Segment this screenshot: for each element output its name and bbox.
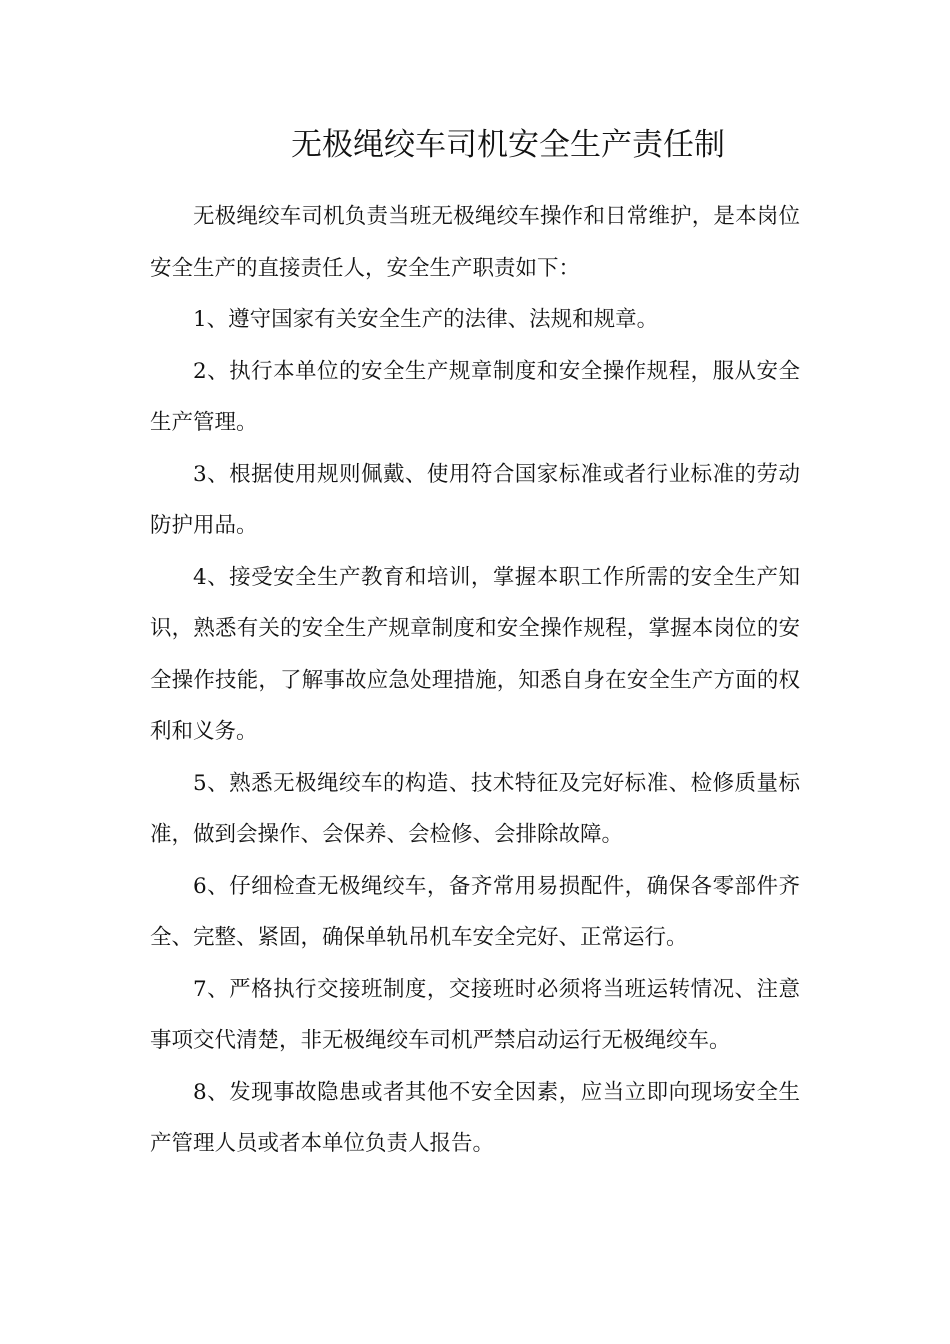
duty-item-5: 5、熟悉无极绳绞车的构造、技术特征及完好标准、检修质量标准，做到会操作、会保养、会检修、会排除故障。: [150, 770, 800, 847]
duty-item-2: 2、执行本单位的安全生产规章制度和安全操作规程，服从安全生产管理。: [150, 358, 800, 435]
duty-item-8: 8、发现事故隐患或者其他不安全因素，应当立即向现场安全生产管理人员或者本单位负责人报告。: [150, 1079, 800, 1156]
document-title: 无极绳绞车司机安全生产责任制: [291, 127, 725, 163]
duty-item-1: 1、遵守国家有关安全生产的法律、法规和规章。: [193, 307, 659, 332]
duty-item-7: 7、严格执行交接班制度，交接班时必须将当班运转情况、注意事项交代清楚，非无极绳绞车司机严禁启动运行无极绳绞车。: [150, 976, 800, 1053]
duty-item-6: 6、仔细检查无极绳绞车，备齐常用易损配件，确保各零部件齐全、完整、紧固，确保单轨吊机车安全完好、正常运行。: [150, 873, 800, 950]
duty-item-4: 4、接受安全生产教育和培训，掌握本职工作所需的安全生产知识，熟悉有关的安全生产规章制度和安全操作规程，掌握本岗位的安全操作技能，了解事故应急处理措施，知悉自身在安全生产方面的权利和义务。: [150, 564, 800, 744]
duty-item-3: 3、根据使用规则佩戴、使用符合国家标准或者行业标准的劳动防护用品。: [150, 461, 800, 538]
intro-paragraph: 无极绳绞车司机负责当班无极绳绞车操作和日常维护，是本岗位安全生产的直接责任人，安全生产职责如下：: [150, 204, 800, 281]
document-body: [150, 191, 800, 1170]
